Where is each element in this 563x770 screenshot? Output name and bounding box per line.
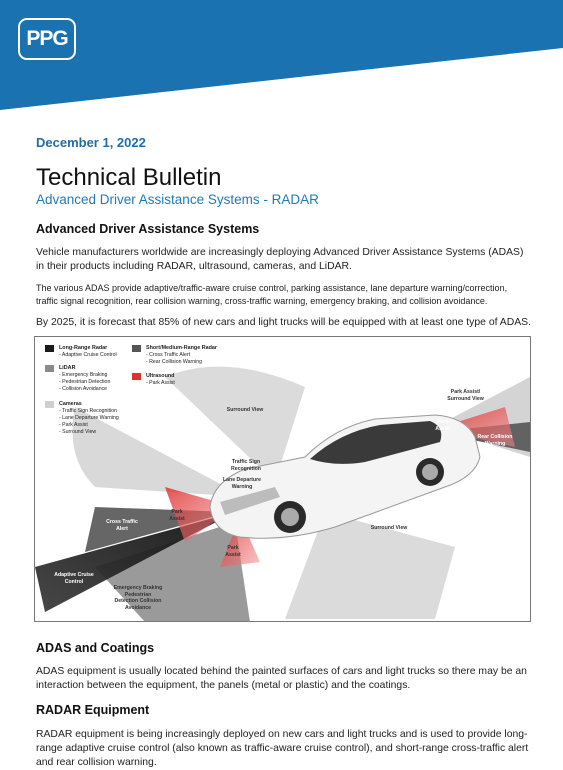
label-surround-view-top: Surround View [226,407,264,413]
label-park-assist-front-left: Park Assist [169,509,185,522]
label-adaptive-cruise-control: Adaptive Cruise Control [54,572,94,585]
legend-short-medium-radar [132,345,217,366]
legend-item: - Rear Collision Warning [146,359,203,365]
legend-title: Long-Range Radar [59,345,108,351]
legend-title: Cameras [59,401,82,407]
label-park-assist-front-right: Park Assist [225,545,241,558]
label-lane-departure-warning: Lane Departure Warning [222,477,262,490]
legend-swatch [132,345,141,352]
adas-sensor-diagram [34,336,531,622]
bulletin-date: December 1, 2022 [36,135,146,150]
page-title: Technical Bulletin [36,164,222,191]
legend-item: - Surround View [59,429,97,435]
label-rear-collision-warning: Rear Collision Warning [477,434,513,447]
adas-forecast-paragraph: By 2025, it is forecast that 85% of new cars and light trucks will be equipped with at least one type of ADAS. [36,317,531,328]
legend-item: - Adaptive Cruise Control [59,352,117,358]
legend-item: - Lane Departure Warning [59,415,119,421]
legend-item: - Collision Avoidance [59,386,108,392]
ppg-logo: PPG [18,18,76,60]
label-emergency-braking: Emergency Braking Pedestrian Detection Collision Avoidance [113,585,163,611]
header-band [0,0,563,110]
legend-swatch [132,373,141,380]
legend-item: - Park Assist [59,422,88,428]
legend-swatch [45,365,54,372]
legend-item: - Traffic Sign Recognition [59,408,117,414]
label-traffic-sign-recognition: Traffic Sign Recognition [231,459,261,472]
legend-cameras [45,401,119,436]
adas-features-paragraph: The various ADAS provide adaptive/traffic-aware cruise control, parking assistance, lane departure warning/correction, traffic signal recognition, rear collision warning, cross-traffic warning, emergency braking, and collision avoidance. [36,283,508,306]
legend-ultrasound [132,373,175,387]
legend-title: LiDAR [59,365,76,371]
section-heading-adas-coatings: ADAS and Coatings [36,641,155,655]
radar-equipment-paragraph: RADAR equipment is being increasingly deployed on new cars and light trucks and is used to provide long-range adaptive cruise control (also known as traffic-aware cruise control), and short-range cross-traffic alert and rear collision warning. [36,729,529,768]
legend-swatch [45,345,54,352]
label-cross-traffic-alert: Cross Traffic Alert [106,519,138,532]
label-park-assist-surround-view: Park Assist/ Surround View [447,389,484,402]
section-heading-radar-equipment: RADAR Equipment [36,703,150,717]
page-subtitle: Advanced Driver Assistance Systems - RADAR [36,192,319,207]
legend-item: - Cross Traffic Alert [146,352,191,358]
legend-item: - Emergency Braking [59,372,108,378]
legend-lidar [45,365,110,393]
legend-item: - Pedestrian Detection [59,379,111,385]
legend-item: - Park Assist [146,380,175,386]
adas-intro-paragraph: Vehicle manufacturers worldwide are increasingly deploying Advanced Driver Assistance Systems (ADAS) in their products including RADAR, ultrasound, cameras, and LiDAR. [36,247,524,272]
legend-title: Ultrasound [146,373,175,379]
legend-swatch [45,401,54,408]
section-heading-adas: Advanced Driver Assistance Systems [36,222,260,236]
legend-title: Short/Medium-Range Radar [146,345,217,351]
label-park-assist-rear: Park Assist [435,419,451,432]
adas-coatings-paragraph: ADAS equipment is usually located behind the painted surfaces of cars and light trucks so there may be an interaction between the equipment, the panels (metal or plastic) and the coatings. [36,666,527,691]
label-surround-view-bottom: Surround View [370,525,408,531]
legend-long-range-radar [45,345,117,359]
